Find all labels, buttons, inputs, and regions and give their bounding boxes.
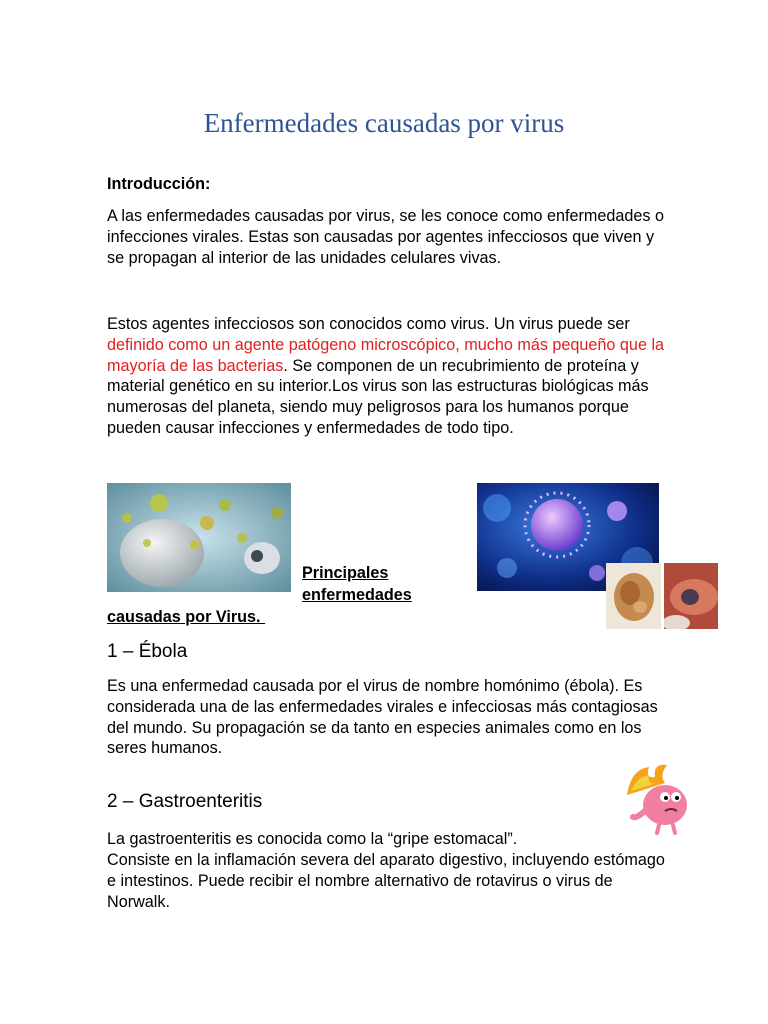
principales-line3: causadas por Virus.: [107, 608, 266, 626]
virus-definition-start: Estos agentes infecciosos son conocidos como virus. Un virus puede ser: [107, 315, 630, 333]
intro-paragraph: A las enfermedades causadas por virus, se les conoce como enfermedades o infecciones virales. Estas son causadas por agentes infecciosos que viven y se propagan al interior de las unidades celulares vivas.: [107, 207, 664, 267]
virus-definition-end: . Se componen de un recubrimiento de proteína y material genético en su interior.Los virus son las estructuras biológicas más numerosas del planeta, siendo muy peligrosos para los humanos porque pueden causar infecciones y enfermedades de todo tipo.: [107, 356, 649, 437]
document-title: Enfermedades causadas por virus: [203, 108, 565, 138]
section1-heading: 1 – Ébola: [107, 641, 188, 662]
virus-definition-highlight: definido como un agente patógeno microscópico, mucho más pequeño que la mayoría de las bacterias: [107, 335, 665, 375]
virus-definition-paragraph: [107, 314, 667, 439]
intro-heading: Introducción:: [107, 175, 211, 193]
section2-text: Consiste en la inflamación severa del aparato digestivo, incluyendo estómago e intestinos. Puede recibir el nombre alternativo de rotavirus o virus de Norwalk.: [107, 851, 665, 911]
arm-lesion-image: [664, 563, 718, 629]
stomach-cartoon-image: [619, 757, 699, 837]
section2-line1: La gastroenteritis es conocida como la “gripe estomacal”.: [107, 830, 518, 848]
principales-line1: Principales: [302, 564, 389, 582]
section2-heading: 2 – Gastroenteritis: [107, 791, 263, 812]
principales-line2: enfermedades: [302, 586, 412, 604]
skin-lesion-image: [606, 563, 661, 629]
section1-text: Es una enfermedad causada por el virus de nombre homónimo (ébola). Es considerada una de las enfermedades virales e infecciosas más contagiosas del mundo. Su propagación se da tanto en especies animales como en los seres humanos.: [107, 677, 658, 758]
virus-cell-image: [107, 483, 291, 592]
